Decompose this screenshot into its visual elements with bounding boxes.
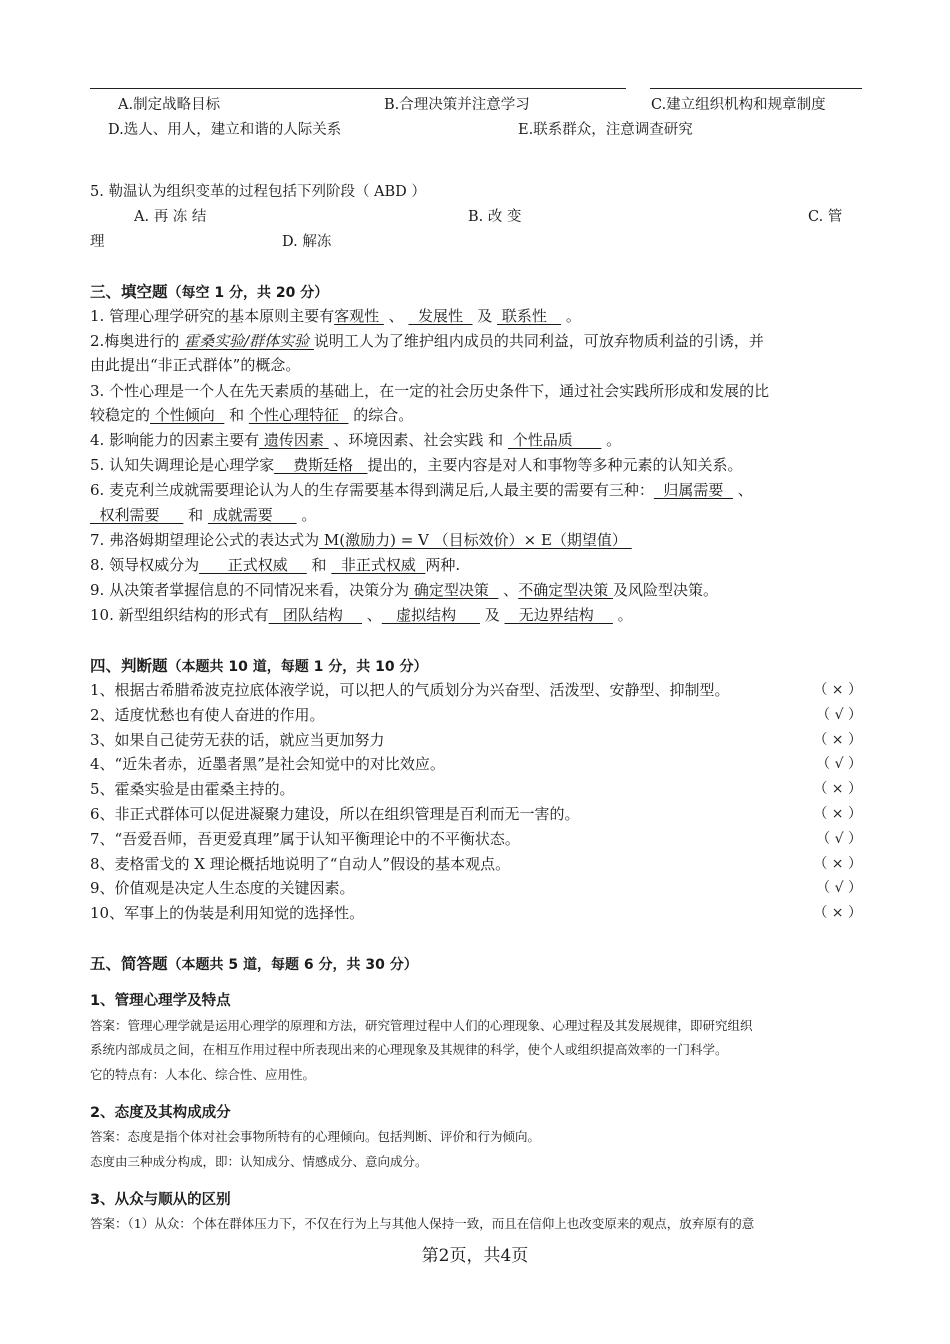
judge-item: 1、根据古希腊希波克拉底体液学说，可以把人的气质划分为兴奋型、活泼型、安静型、抑制型。 （ × ） — [90, 681, 862, 699]
judge-heading: 四、判断题（本题共 10 道，每题 1 分，共 10 分） — [90, 657, 428, 675]
fill-heading: 三、填空题（每空 1 分，共 20 分） — [90, 283, 329, 301]
short-q2-answer-line1: 答案：态度是指个体对社会事物所特有的心理倾向。包括判断、评价和行为倾向。 — [90, 1129, 541, 1144]
fill-q1: 1. 管理心理学研究的基本原则主要有客观性 、 发展性 及 联系性 。 — [90, 307, 581, 325]
judge-item: 2、适度忧愁也有使人奋进的作用。 （ √ ） — [90, 706, 862, 724]
judge-item: 10、军事上的伪装是利用知觉的选择性。 （ × ） — [90, 904, 862, 922]
mc5-option-c-cont: 理 — [90, 234, 105, 250]
header-rule-right — [650, 88, 862, 89]
mc5-question: 5. 勒温认为组织变革的过程包括下列阶段（ ABD ） — [90, 184, 426, 200]
judge-item: 7、“吾爱吾师，吾更爱真理”属于认知平衡理论中的不平衡状态。 （ √ ） — [90, 830, 862, 848]
mc5-option-a: A. 再 冻 结 — [134, 209, 207, 225]
fill-q6: 6. 麦克利兰成就需要理论认为人的生存需要基本得到满足后,人最主要的需要有三种： 归属需要 、 — [90, 481, 753, 499]
short-q3-title: 3、从众与顺从的区别 — [90, 1192, 231, 1208]
judge-item: 8、麦格雷戈的 X 理论概括地说明了“自动人”假设的基本观点。 （ × ） — [90, 855, 862, 873]
judge-item: 9、价值观是决定人生态度的关键因素。 （ √ ） — [90, 879, 862, 897]
short-heading: 五、简答题（本题共 5 道，每题 6 分，共 30 分） — [90, 955, 418, 973]
mc4-option-b: B.合理决策并注意学习 — [384, 97, 530, 113]
fill-q3-line1: 3. 个性心理是一个人在先天素质的基础上，在一定的社会历史条件下，通过社会实践所形成和发展的比 — [90, 382, 770, 400]
fill-q10: 10. 新型组织结构的形式有 团队结构 、 虚拟结构 及 无边界结构 。 — [90, 606, 633, 624]
header-rule-left — [90, 88, 626, 89]
fill-q8: 8. 领导权威分为 正式权威 和 非正式权威 两种. — [90, 556, 461, 574]
short-q1-answer-line1: 答案：管理心理学就是运用心理学的原理和方法，研究管理过程中人们的心理现象、心理过程及其发展规律，即研究组织 — [90, 1018, 753, 1033]
fill-q6-cont: 权利需要 和 成就需要 。 — [90, 506, 317, 524]
mc4-option-e: E.联系群众，注意调查研究 — [518, 122, 693, 138]
fill-q3-line2: 较稳定的 个性倾向 和 个性心理特征 的综合。 — [90, 406, 414, 424]
short-q2-title: 2、态度及其构成成分 — [90, 1105, 231, 1121]
mc4-option-a: A.制定战略目标 — [118, 97, 221, 113]
judge-item: 6、非正式群体可以促进凝聚力建设，所以在组织管理是百利而无一害的。 （ × ） — [90, 805, 862, 823]
mc4-option-d: D.选人、用人，建立和谐的人际关系 — [108, 122, 342, 138]
mc5-option-c: C. 管 — [808, 209, 843, 225]
page-footer: 第2页，共4页 — [421, 1246, 529, 1266]
fill-q5: 5. 认知失调理论是心理学家 费斯廷格 提出的，主要内容是对人和事物等多种元素的认知关系。 — [90, 456, 743, 474]
short-q1-answer-line3: 它的特点有：人本化、综合性、应用性。 — [90, 1067, 316, 1082]
short-q1-title: 1、管理心理学及特点 — [90, 993, 231, 1009]
judge-item: 5、霍桑实验是由霍桑主持的。 （ × ） — [90, 780, 862, 798]
fill-q2: 2.梅奥进行的 霍桑实验/群体实验 说明工人为了维护组内成员的共同利益，可放弃物质利益的引诱，并 — [90, 332, 764, 350]
fill-q4: 4. 影响能力的因素主要有 遗传因素 、环境因素、社会实践 和 个性品质 。 — [90, 431, 622, 449]
fill-q2-cont: 由此提出“非正式群体”的概念。 — [90, 356, 301, 374]
short-q3-answer-line1: 答案：（1）从众：个体在群体压力下，不仅在行为上与其他人保持一致，而且在信仰上也改变原来的观点，放弃原有的意 — [90, 1216, 755, 1231]
fill-q7: 7. 弗洛姆期望理论公式的表达式为 M(激励力) = V （目标效价）× E（期望值） — [90, 531, 632, 549]
judge-item: 3、如果自己徒劳无获的话，就应当更加努力 （ × ） — [90, 731, 862, 749]
short-q1-answer-line2: 系统内部成员之间，在相互作用过程中所表现出来的心理现象及其规律的科学，使个人或组织提高效率的一门科学。 — [90, 1042, 728, 1057]
short-q2-answer-line2: 态度由三种成分构成，即：认知成分、情感成分、意向成分。 — [90, 1154, 428, 1169]
fill-q9: 9. 从决策者掌握信息的不同情况来看，决策分为 确定型决策 、不确定型决策 及风险型决策。 — [90, 581, 718, 599]
mc5-option-d: D. 解冻 — [282, 234, 332, 250]
judge-item: 4、“近朱者赤，近墨者黑”是社会知觉中的对比效应。 （ √ ） — [90, 755, 862, 773]
mc5-option-b: B. 改 变 — [468, 209, 522, 225]
mc4-option-c: C.建立组织机构和规章制度 — [651, 97, 826, 113]
